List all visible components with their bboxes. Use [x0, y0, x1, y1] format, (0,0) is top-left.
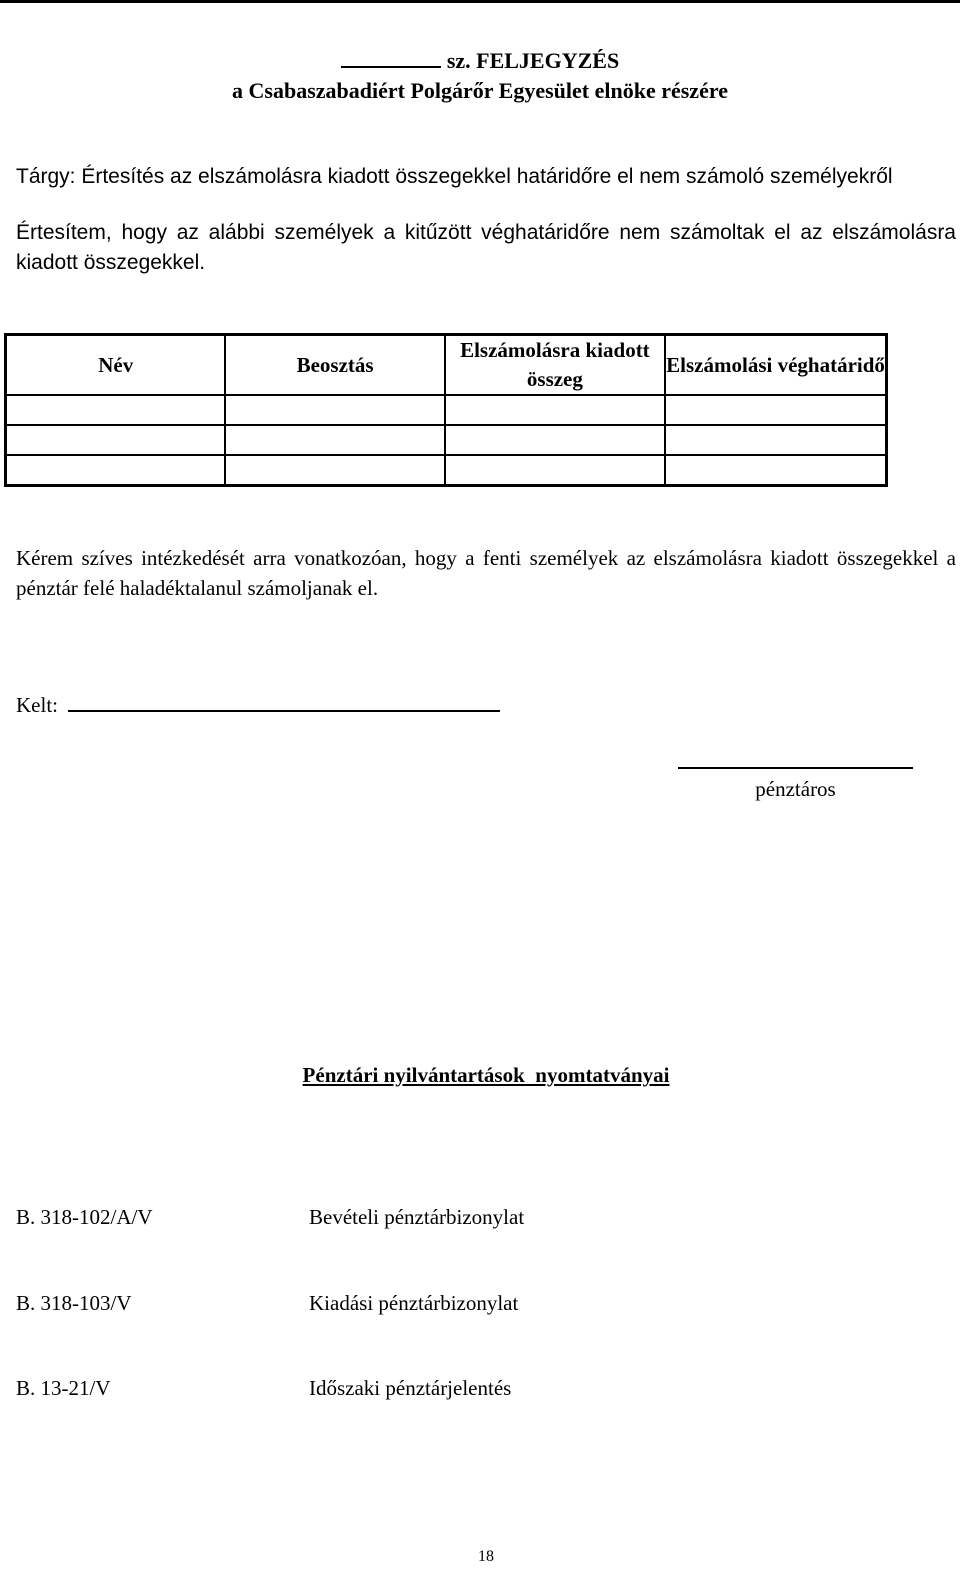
table-cell [225, 455, 444, 486]
persons-table [4, 333, 888, 487]
page-number: 18 [478, 1548, 494, 1565]
intro-paragraph: Értesítem, hogy az alábbi személyek a kitűzött véghatáridőre nem számoltak el az elszámolásra kiadott összegekkel. [16, 221, 956, 274]
date-label: Kelt: [16, 693, 58, 717]
column-header-position: Beosztás [225, 335, 444, 396]
form-code: B. 318-103/V [16, 1291, 132, 1315]
table-cell [225, 395, 444, 425]
forms-section-title: Pénztári nyilvántartások nyomtatványai [302, 1063, 670, 1087]
table-cell [445, 425, 665, 455]
table-cell [6, 395, 226, 425]
table-cell [665, 395, 886, 425]
signature-line [678, 767, 913, 769]
date-blank-line [68, 688, 500, 712]
column-header-deadline: Elszámolási véghatáridő [665, 335, 886, 396]
signature-label: pénztáros [755, 777, 836, 801]
form-name: Kiadási pénztárbizonylat [309, 1291, 519, 1315]
table-cell [665, 455, 886, 486]
form-item [16, 1202, 524, 1232]
table-cell [445, 455, 665, 486]
table-row [6, 425, 887, 455]
date-field [16, 688, 500, 720]
form-name: Időszaki pénztárjelentés [309, 1376, 512, 1400]
document-title-text: sz. FELJEGYZÉS [446, 48, 620, 73]
form-item [16, 1288, 518, 1318]
table-row [6, 395, 887, 425]
form-code: B. 13-21/V [16, 1376, 111, 1400]
table-cell [6, 425, 226, 455]
request-paragraph: Kérem szíves intézkedését arra vonatkozóan, hogy a fenti személyek az elszámolásra kiadott összegekkel a pénztár felé haladéktalanul számoljanak el. [16, 546, 956, 600]
subject-line: Tárgy: Értesítés az elszámolásra kiadott összegekkel határidőre el nem számoló személyekről [16, 165, 893, 188]
table-cell [665, 425, 886, 455]
top-border-line [0, 0, 960, 3]
form-name: Bevételi pénztárbizonylat [309, 1205, 525, 1229]
column-header-amount: Elszámolásra kiadott összeg [445, 335, 665, 396]
table-cell [225, 425, 444, 455]
document-addressee: a Csabaszabadiért Polgárőr Egyesület elnöke részére [232, 78, 728, 103]
form-code: B. 318-102/A/V [16, 1205, 153, 1229]
number-blank-line [341, 48, 441, 68]
table-cell [6, 455, 226, 486]
table-header-row [6, 335, 887, 396]
column-header-name: Név [6, 335, 226, 396]
table-cell [445, 395, 665, 425]
table-row [6, 455, 887, 486]
document-title [0, 46, 960, 76]
form-item [16, 1373, 511, 1403]
